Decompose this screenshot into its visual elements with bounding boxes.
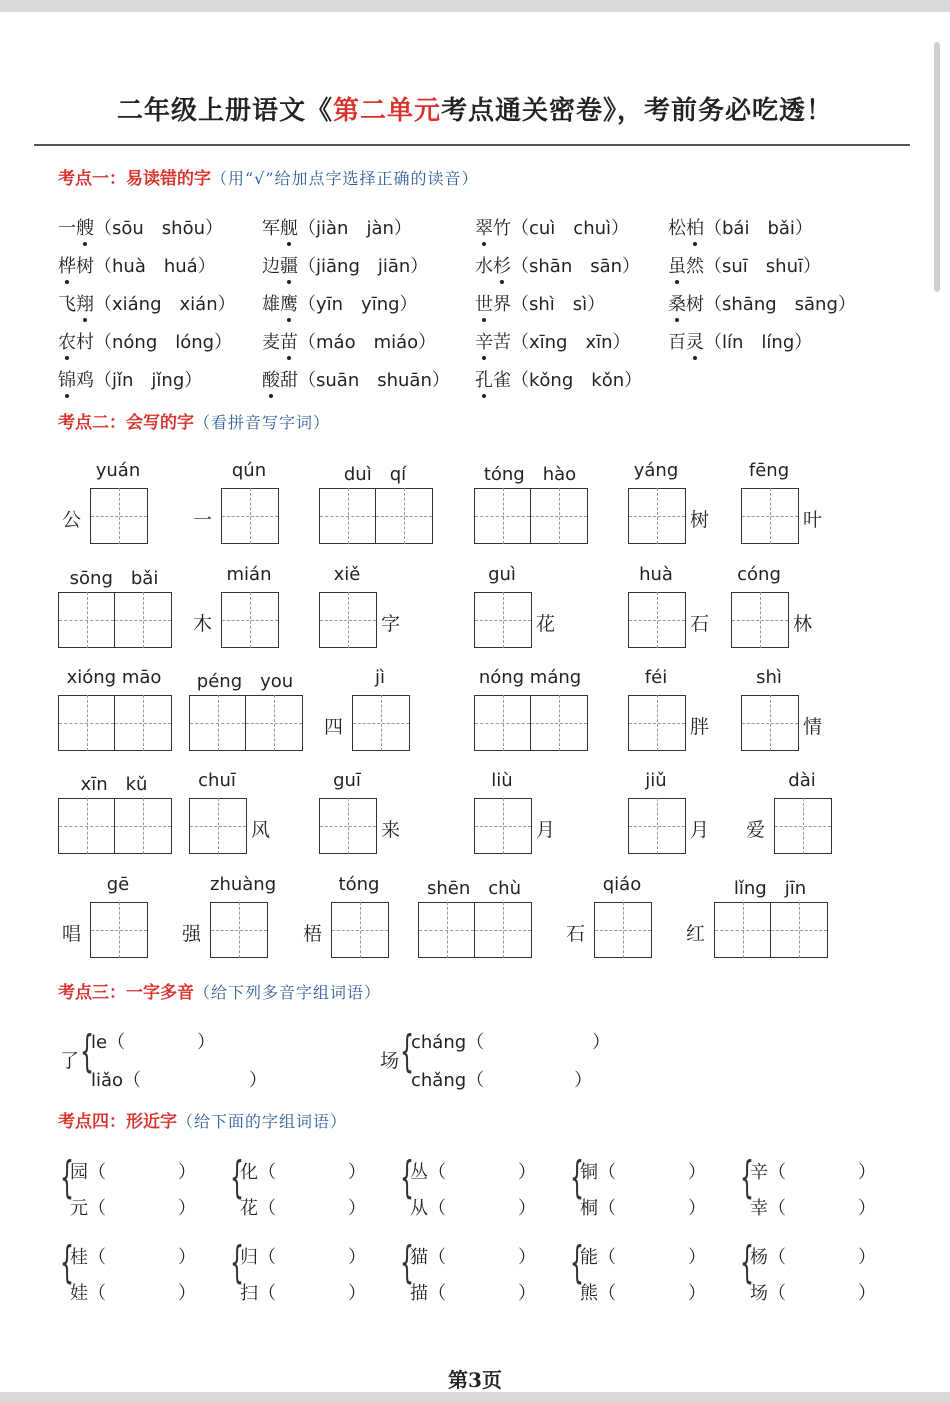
reading-word: 桦树 bbox=[58, 256, 94, 277]
writing-grid[interactable] bbox=[474, 798, 532, 854]
pinyin-label: jiǔ bbox=[645, 770, 667, 791]
similar-answer[interactable]: 描（ ） bbox=[410, 1283, 536, 1304]
prefix-char: 石 bbox=[566, 923, 586, 945]
grid-cell[interactable] bbox=[320, 798, 376, 854]
reading-options[interactable]: （shāng sāng） bbox=[704, 294, 856, 315]
brace-icon: { bbox=[60, 1237, 74, 1288]
similar-answer[interactable]: 能（ ） bbox=[580, 1247, 706, 1268]
writing-grid[interactable] bbox=[58, 695, 172, 751]
worksheet-page bbox=[0, 12, 950, 1392]
pinyin-label: féi bbox=[644, 667, 668, 688]
suffix-char: 树 bbox=[690, 509, 710, 531]
writing-grid[interactable] bbox=[58, 798, 172, 854]
writing-grid[interactable] bbox=[352, 695, 410, 751]
reading-item bbox=[668, 290, 856, 316]
grid-cell[interactable] bbox=[629, 488, 685, 544]
grid-cell[interactable] bbox=[222, 488, 278, 544]
brace-icon: { bbox=[80, 1026, 94, 1077]
prefix-char: 红 bbox=[686, 923, 706, 945]
similar-answer[interactable]: 辛（ ） bbox=[750, 1162, 876, 1183]
page-title: 二年级上册语文《第二单元考点通关密卷》，考前务必吃透！ bbox=[116, 96, 834, 126]
reading-options[interactable]: （suān shuān） bbox=[298, 370, 450, 391]
grid-cell[interactable] bbox=[332, 902, 388, 958]
writing-grid[interactable] bbox=[189, 798, 247, 854]
grid-cell[interactable] bbox=[629, 695, 685, 751]
suffix-char: 字 bbox=[381, 613, 401, 635]
reading-word: 一艘 bbox=[58, 218, 94, 239]
prefix-char: 四 bbox=[324, 716, 344, 738]
pinyin-label: xiě bbox=[333, 564, 361, 585]
pinyin-label: xióng māo bbox=[66, 667, 162, 688]
writing-grid[interactable] bbox=[221, 488, 279, 544]
suffix-char: 来 bbox=[381, 819, 401, 841]
suffix-char: 林 bbox=[793, 613, 813, 635]
similar-answer[interactable]: 桐（ ） bbox=[580, 1198, 706, 1219]
similar-answer[interactable]: 化（ ） bbox=[240, 1162, 366, 1183]
pinyin-label: mián bbox=[226, 564, 272, 585]
similar-answer[interactable]: 扫（ ） bbox=[240, 1283, 366, 1304]
grid-cell[interactable] bbox=[629, 798, 685, 854]
brace-icon: { bbox=[230, 1237, 244, 1288]
reading-word: 百灵 bbox=[668, 332, 704, 353]
grid-cell[interactable] bbox=[320, 488, 376, 544]
reading-options[interactable]: （huà huá） bbox=[94, 256, 216, 277]
page-number: 第3页 bbox=[448, 1368, 502, 1392]
pinyin-label: shēn chù bbox=[427, 878, 521, 899]
pinyin-label: qún bbox=[231, 460, 267, 481]
grid-cell[interactable] bbox=[190, 798, 246, 854]
grid-cell[interactable] bbox=[59, 592, 115, 648]
reading-item bbox=[262, 252, 428, 278]
grid-cell[interactable] bbox=[475, 902, 531, 958]
reading-options[interactable]: （xiáng xián） bbox=[94, 294, 236, 315]
reading-options[interactable]: （jiāng jiān） bbox=[298, 256, 429, 277]
writing-grid[interactable] bbox=[774, 798, 832, 854]
writing-grid[interactable] bbox=[331, 902, 389, 958]
writing-grid[interactable] bbox=[731, 592, 789, 648]
reading-options[interactable]: （bái bǎi） bbox=[704, 218, 813, 239]
reading-word: 辛苦 bbox=[475, 332, 511, 353]
reading-word: 军舰 bbox=[262, 218, 298, 239]
reading-word: 边疆 bbox=[262, 256, 298, 277]
grid-cell[interactable] bbox=[353, 695, 409, 751]
grid-cell[interactable] bbox=[91, 488, 147, 544]
writing-grid[interactable] bbox=[628, 592, 686, 648]
prefix-char: 强 bbox=[182, 923, 202, 945]
polyphone-char: 场 bbox=[380, 1050, 400, 1072]
similar-answer[interactable]: 从（ ） bbox=[410, 1198, 536, 1219]
suffix-char: 风 bbox=[251, 819, 271, 841]
writing-grid[interactable] bbox=[319, 488, 433, 544]
grid-cell[interactable] bbox=[222, 592, 278, 648]
brace-icon: { bbox=[570, 1237, 584, 1288]
polyphone-answer[interactable]: liǎo（ ） bbox=[91, 1070, 268, 1091]
pinyin-label: fēng bbox=[748, 460, 790, 481]
grid-cell[interactable] bbox=[115, 592, 171, 648]
reading-options[interactable]: （máo miáo） bbox=[298, 332, 437, 353]
reading-item bbox=[475, 290, 605, 316]
brace-icon: { bbox=[740, 1237, 754, 1288]
grid-cell[interactable] bbox=[531, 488, 587, 544]
grid-cell[interactable] bbox=[376, 488, 432, 544]
reading-options[interactable]: （jiàn jàn） bbox=[298, 218, 412, 239]
similar-answer[interactable]: 娃（ ） bbox=[70, 1283, 196, 1304]
writing-grid[interactable] bbox=[210, 902, 268, 958]
reading-item bbox=[58, 328, 232, 354]
prefix-char: 梧 bbox=[303, 923, 323, 945]
polyphone-answer[interactable]: chǎng（ ） bbox=[411, 1070, 593, 1091]
reading-item bbox=[475, 252, 640, 278]
section-1-heading: 考点一：易读错的字（用“√”给加点字选择正确的读音） bbox=[58, 169, 479, 189]
reading-item bbox=[668, 214, 813, 240]
reading-word: 麦苗 bbox=[262, 332, 298, 353]
writing-grid[interactable] bbox=[474, 488, 588, 544]
reading-word: 虽然 bbox=[668, 256, 704, 277]
pinyin-label: gē bbox=[106, 874, 130, 895]
similar-answer[interactable]: 元（ ） bbox=[70, 1198, 196, 1219]
reading-item bbox=[262, 328, 436, 354]
grid-cell[interactable] bbox=[190, 695, 246, 751]
similar-answer[interactable]: 幸（ ） bbox=[750, 1198, 876, 1219]
reading-options[interactable]: （yīn yīng） bbox=[298, 294, 418, 315]
reading-options[interactable]: （xīng xīn） bbox=[511, 332, 631, 353]
writing-grid[interactable] bbox=[58, 592, 172, 648]
prefix-char: 爱 bbox=[746, 819, 766, 841]
prefix-char: 公 bbox=[62, 509, 82, 531]
reading-word: 桑树 bbox=[668, 294, 704, 315]
writing-grid[interactable] bbox=[594, 902, 652, 958]
similar-answer[interactable]: 铜（ ） bbox=[580, 1162, 706, 1183]
reading-item bbox=[58, 290, 236, 316]
prefix-char: 唱 bbox=[62, 923, 82, 945]
pinyin-label: péng you bbox=[196, 671, 294, 692]
grid-cell[interactable] bbox=[742, 488, 798, 544]
brace-icon: { bbox=[400, 1152, 414, 1203]
pinyin-label: yuán bbox=[95, 460, 141, 481]
writing-grid[interactable] bbox=[741, 488, 799, 544]
reading-item bbox=[58, 252, 216, 278]
reading-item bbox=[668, 328, 812, 354]
writing-grid[interactable] bbox=[628, 488, 686, 544]
reading-item bbox=[668, 252, 821, 278]
writing-grid[interactable] bbox=[221, 592, 279, 648]
writing-grid[interactable] bbox=[714, 902, 828, 958]
polyphone-answer[interactable]: le（ ） bbox=[91, 1032, 216, 1053]
grid-cell[interactable] bbox=[419, 902, 475, 958]
similar-answer[interactable]: 猫（ ） bbox=[410, 1247, 536, 1268]
reading-options[interactable]: （suī shuī） bbox=[704, 256, 821, 277]
grid-cell[interactable] bbox=[475, 695, 531, 751]
reading-options[interactable]: （jǐn jǐng） bbox=[94, 370, 203, 391]
writing-grid[interactable] bbox=[90, 902, 148, 958]
pinyin-label: cóng bbox=[737, 564, 781, 585]
similar-answer[interactable]: 花（ ） bbox=[240, 1198, 366, 1219]
grid-cell[interactable] bbox=[320, 592, 376, 648]
suffix-char: 月 bbox=[690, 819, 710, 841]
pinyin-label: lǐng jīn bbox=[733, 878, 807, 899]
reading-item bbox=[475, 366, 642, 392]
reading-options[interactable]: （cuì chuì） bbox=[511, 218, 630, 239]
grid-cell[interactable] bbox=[211, 902, 267, 958]
pinyin-label: nóng máng bbox=[478, 667, 582, 688]
polyphone-answer[interactable]: cháng（ ） bbox=[411, 1032, 611, 1053]
reading-word: 农村 bbox=[58, 332, 94, 353]
pinyin-label: tóng bbox=[338, 874, 380, 895]
pinyin-label: duì qí bbox=[343, 464, 407, 485]
title-divider bbox=[34, 144, 910, 146]
pinyin-label: sōng bǎi bbox=[69, 568, 159, 589]
pinyin-label: guì bbox=[488, 564, 516, 585]
similar-answer[interactable]: 场（ ） bbox=[750, 1283, 876, 1304]
reading-item bbox=[262, 366, 450, 392]
reading-options[interactable]: （shì sì） bbox=[511, 294, 606, 315]
reading-word: 世界 bbox=[475, 294, 511, 315]
grid-cell[interactable] bbox=[475, 488, 531, 544]
grid-cell[interactable] bbox=[629, 592, 685, 648]
grid-cell[interactable] bbox=[91, 902, 147, 958]
reading-options[interactable]: （kǒng kǒn） bbox=[511, 370, 643, 391]
writing-grid[interactable] bbox=[628, 798, 686, 854]
pinyin-label: guī bbox=[333, 770, 361, 791]
polyphone-char: 了 bbox=[60, 1050, 80, 1072]
suffix-char: 叶 bbox=[803, 509, 823, 531]
grid-cell[interactable] bbox=[115, 695, 171, 751]
grid-cell[interactable] bbox=[595, 902, 651, 958]
grid-cell[interactable] bbox=[531, 695, 587, 751]
suffix-char: 胖 bbox=[690, 716, 710, 738]
writing-grid[interactable] bbox=[189, 695, 303, 751]
reading-word: 酸甜 bbox=[262, 370, 298, 391]
writing-grid[interactable] bbox=[741, 695, 799, 751]
grid-cell[interactable] bbox=[732, 592, 788, 648]
writing-grid[interactable] bbox=[474, 592, 532, 648]
similar-answer[interactable]: 园（ ） bbox=[70, 1162, 196, 1183]
reading-item bbox=[475, 328, 631, 354]
prefix-char: 木 bbox=[193, 613, 213, 635]
suffix-char: 石 bbox=[690, 613, 710, 635]
suffix-char: 月 bbox=[536, 819, 556, 841]
section-4-heading: 考点四：形近字（给下面的字组词语） bbox=[58, 1112, 348, 1132]
reading-word: 孔雀 bbox=[475, 370, 511, 391]
grid-cell[interactable] bbox=[475, 592, 531, 648]
reading-options[interactable]: （shān sān） bbox=[511, 256, 641, 277]
brace-icon: { bbox=[570, 1152, 584, 1203]
pinyin-label: yáng bbox=[633, 460, 679, 481]
brace-icon: { bbox=[740, 1152, 754, 1203]
similar-answer[interactable]: 丛（ ） bbox=[410, 1162, 536, 1183]
reading-word: 翠竹 bbox=[475, 218, 511, 239]
grid-cell[interactable] bbox=[59, 695, 115, 751]
reading-item bbox=[58, 214, 223, 240]
reading-word: 雄鹰 bbox=[262, 294, 298, 315]
pinyin-label: xīn kǔ bbox=[80, 774, 148, 795]
similar-answer[interactable]: 桂（ ） bbox=[70, 1247, 196, 1268]
prefix-char: 一 bbox=[193, 509, 213, 531]
grid-cell[interactable] bbox=[715, 902, 771, 958]
writing-grid[interactable] bbox=[319, 798, 377, 854]
similar-answer[interactable]: 熊（ ） bbox=[580, 1283, 706, 1304]
pinyin-label: dài bbox=[788, 770, 816, 791]
reading-word: 松柏 bbox=[668, 218, 704, 239]
brace-icon: { bbox=[60, 1152, 74, 1203]
grid-cell[interactable] bbox=[771, 902, 827, 958]
reading-word: 锦鸡 bbox=[58, 370, 94, 391]
pinyin-label: huà bbox=[639, 564, 673, 585]
reading-item bbox=[262, 214, 412, 240]
reading-options[interactable]: （lín líng） bbox=[704, 332, 813, 353]
scrollbar[interactable] bbox=[934, 42, 940, 292]
suffix-char: 情 bbox=[803, 716, 823, 738]
writing-grid[interactable] bbox=[319, 592, 377, 648]
grid-cell[interactable] bbox=[115, 798, 171, 854]
reading-item bbox=[262, 290, 418, 316]
brace-icon: { bbox=[230, 1152, 244, 1203]
writing-grid[interactable] bbox=[474, 695, 588, 751]
grid-cell[interactable] bbox=[475, 798, 531, 854]
pinyin-label: qiáo bbox=[602, 874, 642, 895]
reading-item bbox=[475, 214, 629, 240]
grid-cell[interactable] bbox=[742, 695, 798, 751]
pinyin-label: chuī bbox=[198, 770, 236, 791]
grid-cell[interactable] bbox=[775, 798, 831, 854]
writing-grid[interactable] bbox=[628, 695, 686, 751]
reading-word: 飞翔 bbox=[58, 294, 94, 315]
section-2-heading: 考点二：会写的字（看拼音写字词） bbox=[58, 413, 331, 433]
writing-grid[interactable] bbox=[90, 488, 148, 544]
pinyin-label: tóng hào bbox=[483, 464, 577, 485]
reading-item bbox=[58, 366, 202, 392]
pinyin-label: zhuàng bbox=[210, 874, 277, 895]
pinyin-label: liù bbox=[491, 770, 513, 791]
similar-answer[interactable]: 归（ ） bbox=[240, 1247, 366, 1268]
section-3-heading: 考点三：一字多音（给下列多音字组词语） bbox=[58, 983, 382, 1003]
reading-options[interactable]: （nóng lóng） bbox=[94, 332, 233, 353]
grid-cell[interactable] bbox=[59, 798, 115, 854]
pinyin-label: shì bbox=[756, 667, 782, 688]
brace-icon: { bbox=[400, 1026, 414, 1077]
suffix-char: 花 bbox=[536, 613, 556, 635]
pinyin-label: jì bbox=[374, 667, 385, 688]
reading-options[interactable]: （sōu shōu） bbox=[94, 218, 224, 239]
brace-icon: { bbox=[400, 1237, 414, 1288]
similar-answer[interactable]: 杨（ ） bbox=[750, 1247, 876, 1268]
grid-cell[interactable] bbox=[246, 695, 302, 751]
writing-grid[interactable] bbox=[418, 902, 532, 958]
reading-word: 水杉 bbox=[475, 256, 511, 277]
